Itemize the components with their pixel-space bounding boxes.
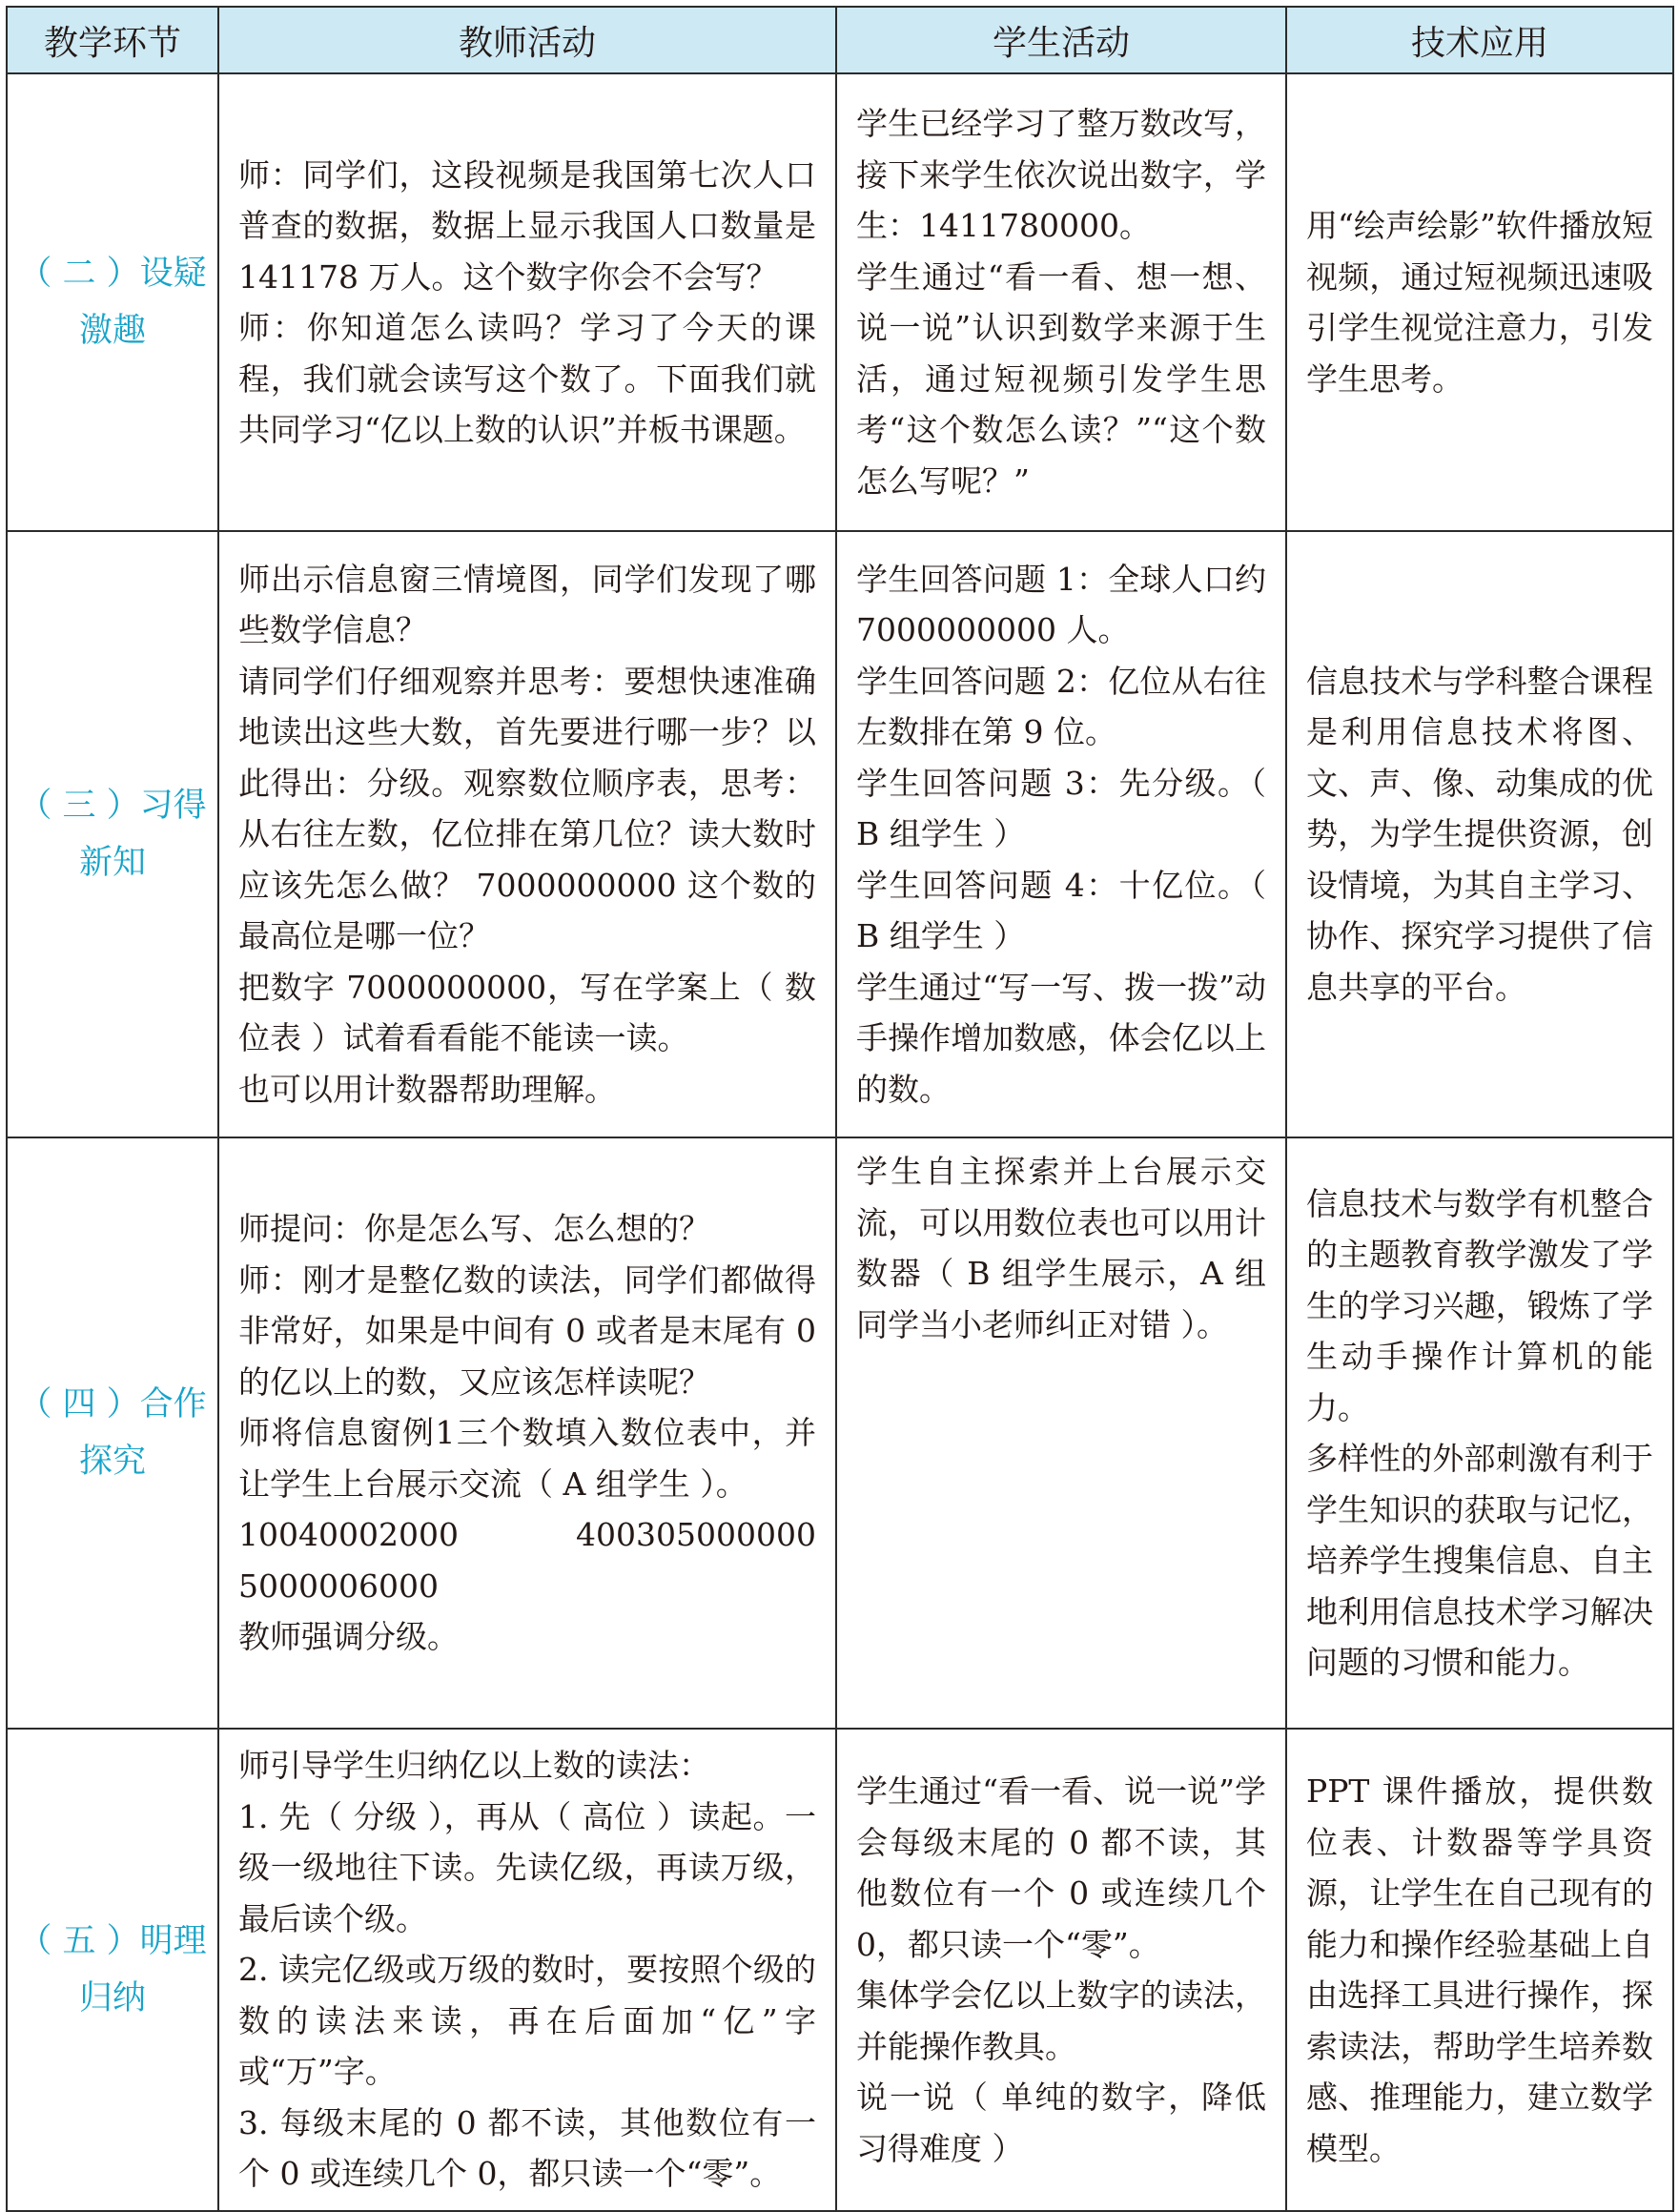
student-activity-cell <box>836 1729 1286 2211</box>
paragraph: 学生自主探索并上台展示交流，可以用数位表也可以用计数器（ B 组学生展示，A 组同学当小老师纠正对错 ）。 <box>856 1153 1266 1343</box>
number-example: 10040002000 <box>238 1516 459 1554</box>
teacher-activity-cell <box>218 73 836 531</box>
paragraph: 说一说（ 单纯的数字，降低习得难度 ） <box>856 2079 1266 2167</box>
paragraph: PPT 课件播放，提供数位表、计数器等学具资源，让学生在自己现有的能力和操作经验基础上自由选择工具进行操作，探索读法，帮助学生培养数感、推理能力，建立数学模型。 <box>1306 1772 1653 2167</box>
header-teacher-activity: 教师活动 <box>218 7 836 73</box>
paragraph: 用“绘声绘影”软件播放短视频，通过短视频迅速吸引学生视觉注意力，引发学生思考。 <box>1306 207 1653 398</box>
student-activity-cell <box>836 73 1286 531</box>
lesson-plan-table <box>6 6 1674 2212</box>
stage-label: （ 二 ）设疑 <box>18 255 207 293</box>
stage-label: 探究 <box>78 1443 146 1481</box>
paragraph: 学生回答问题 1：全球人口约 7000000000 人。 <box>856 560 1266 649</box>
paragraph: 教师强调分级。 <box>238 1618 459 1656</box>
paragraph: 2. 读完亿级或万级的数时，要按照个级的数的读法来读，再在后面加“亿”字或“万”字。 <box>238 1951 816 2091</box>
paragraph: 3. 每级末尾的 0 都不读，其他数位有一个 0 或连续几个 0，都只读一个“零”。 <box>238 2103 816 2193</box>
header-stage: 教学环节 <box>7 7 218 73</box>
stage-label: 激趣 <box>78 312 146 350</box>
tech-application-cell <box>1286 531 1673 1137</box>
paragraph: 1. 先（ 分级 ），再从（ 高位 ）读起。一级一级地往下读。先读亿级，再读万级，最后读个级。 <box>238 1797 816 1937</box>
paragraph: 学生通过“写一写、拨一拨”动手操作增加数感，体会亿以上的数。 <box>856 968 1266 1108</box>
paragraph: 也可以用计数器帮助理解。 <box>238 1070 616 1108</box>
stage-label: （ 四 ）合作 <box>18 1385 207 1423</box>
paragraph: 师出示信息窗三情境图，同学们发现了哪些数学信息？ <box>238 560 816 649</box>
stage-cell <box>7 1137 218 1729</box>
student-activity-cell <box>836 1137 1286 1729</box>
table-row <box>7 1137 1673 1729</box>
teacher-activity-cell <box>218 1137 836 1729</box>
paragraph: 学生回答问题 2：亿位从右往左数排在第 9 位。 <box>856 662 1266 751</box>
stage-label: （ 三 ）习得 <box>18 787 207 825</box>
paragraph: 学生回答问题 4：十亿位。（ B 组学生 ） <box>856 866 1266 955</box>
paragraph: 学生回答问题 3：先分级。（ B 组学生 ） <box>856 764 1266 853</box>
header-tech-application: 技术应用 <box>1286 7 1673 73</box>
paragraph: 师提问：你是怎么写、怎么想的？ <box>238 1210 710 1248</box>
paragraph: 集体学会亿以上数字的读法，并能操作教具。 <box>856 1976 1266 2065</box>
paragraph: 师将信息窗例1三个数填入数位表中，并让学生上台展示交流（ A 组学生 ）。 <box>238 1414 816 1503</box>
paragraph: 学生已经学习了整万数改写，接下来学生依次说出数字，学生：1411780000。 <box>856 105 1266 244</box>
table-row <box>7 73 1673 531</box>
header-student-activity: 学生活动 <box>836 7 1286 73</box>
paragraph: 多样性的外部刺激有利于学生知识的获取与记忆，培养学生搜集信息、自主地利用信息技术学习解决问题的习惯和能力。 <box>1306 1440 1653 1681</box>
teacher-activity-cell <box>218 1729 836 2211</box>
table-row <box>7 1729 1673 2211</box>
number-examples <box>238 1509 816 1561</box>
stage-cell <box>7 73 218 531</box>
tech-application-cell <box>1286 1729 1673 2211</box>
stage-cell <box>7 531 218 1137</box>
stage-label: （ 五 ）明理 <box>18 1922 207 1960</box>
stage-label: 归纳 <box>78 1979 146 2017</box>
table-row <box>7 531 1673 1137</box>
paragraph: 师：刚才是整亿数的读法，同学们都做得非常好，如果是中间有 0 或者是末尾有 0 的亿以上的数，又应该怎样读呢？ <box>238 1260 816 1401</box>
paragraph: 学生通过“看一看、想一想、说一说”认识到数学来源于生活，通过短视频引发学生思考“这个数怎么读？”“这个数怎么写呢？” <box>856 257 1266 500</box>
number-example: 400305000000 <box>576 1516 816 1554</box>
stage-label: 新知 <box>78 844 146 882</box>
paragraph: 请同学们仔细观察并思考：要想快速准确地读出这些大数，首先要进行哪一步？以此得出：分级。观察数位顺序表，思考：从右往左数，亿位排在第几位？读大数时应该先怎么做？ 7000000000 这个数的最高位是哪一位？ <box>238 662 816 955</box>
stage-cell <box>7 1729 218 2211</box>
paragraph: 把数字 7000000000，写在学案上（ 数位表 ）试着看看能不能读一读。 <box>238 968 816 1057</box>
header-row <box>7 7 1673 73</box>
number-example: 5000006000 <box>238 1567 439 1605</box>
paragraph: 信息技术与数学有机整合的主题教育教学激发了学生的学习兴趣，锻炼了学生动手操作计算机的能力。 <box>1306 1184 1653 1426</box>
student-activity-cell <box>836 531 1286 1137</box>
paragraph: 信息技术与学科整合课程是利用信息技术将图、文、声、像、动集成的优势，为学生提供资源，创设情境，为其自主学习、协作、探究学习提供了信息共享的平台。 <box>1306 662 1653 1006</box>
paragraph: 师：同学们，这段视频是我国第七次人口普查的数据，数据上显示我国人口数量是 141178 万人。这个数字你会不会写？ <box>238 155 816 296</box>
paragraph: 师引导学生归纳亿以上数的读法： <box>238 1747 710 1785</box>
paragraph: 师：你知道怎么读吗？学习了今天的课程，我们就会读写这个数了。下面我们就共同学习“亿以上数的认识”并板书课题。 <box>238 309 816 448</box>
tech-application-cell <box>1286 73 1673 531</box>
tech-application-cell <box>1286 1137 1673 1729</box>
teacher-activity-cell <box>218 531 836 1137</box>
paragraph: 学生通过“看一看、说一说”学会每级末尾的 0 都不读，其他数位有一个 0 或连续几个 0，都只读一个“零”。 <box>856 1772 1266 1963</box>
